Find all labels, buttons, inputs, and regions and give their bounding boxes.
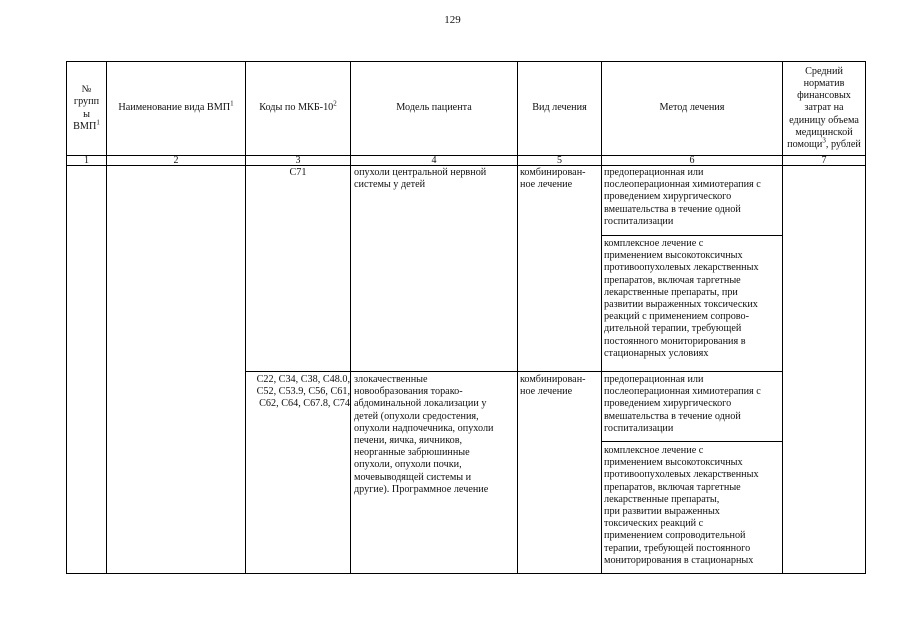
column-number-4: 4 (431, 155, 437, 166)
column-number-2: 2 (173, 155, 179, 166)
row2-treatment-type: комбинирован- ное лечение (520, 374, 586, 398)
table-bottom-border (66, 573, 866, 574)
row2-patient-model: злокачественные новообразования торако- абдоминальной локализации у детей (опухоли средостения, опухоли надпочечника, опухоли печени, яичка, яичников, неорганные забрюшинные опухоли, опухоли почки, мочевыводящей системы и другие). Программное лечение (354, 374, 494, 495)
row1-bottom-border (245, 371, 782, 372)
page-number: 129 (444, 14, 461, 26)
column-number-3: 3 (295, 155, 301, 166)
row1-method-1: предоперационная или послеоперационная химиотерапия с проведением хирургического вмешательства в течение одной госпитализации (604, 167, 761, 227)
header-patient-model: Модель пациента (396, 102, 472, 114)
column-number-5: 5 (557, 155, 562, 166)
col-border-7 (865, 61, 866, 574)
row2-method-1: предоперационная или послеоперационная химиотерапия с проведением хирургического вмешательства в течение одной госпитализации (604, 374, 761, 434)
row1-patient-model: опухоли центральной нервной системы у детей (354, 167, 487, 191)
header-treatment-type: Вид лечения (532, 102, 587, 114)
column-number-7: 7 (821, 155, 827, 166)
header-group-number: № групп ы ВМП$^1$ (73, 84, 100, 132)
row2-icd-codes: C22, C34, C38, C48.0, C52, C53.9, C56, C61, C62, C64, C67.8, C74 (256, 374, 350, 410)
column-number-1: 1 (84, 155, 89, 166)
row2-method-2: комплексное лечение с применением высокотоксичных противоопухолевых лекарственных препаратов, включая таргетные лекарственные препараты, при развитии выраженных токсических реакций с применением сопроводительной терапии, требующей постоянного мониторирования в стационарных (604, 445, 759, 566)
row1-icd-codes: C71 (289, 167, 307, 178)
method-divider-1 (601, 235, 782, 236)
header-cost-standard: Средний норматив финансовых затрат на единицу объема медицинской помощи$^3$, рублей (787, 65, 861, 150)
row1-treatment-type: комбинирован- ное лечение (520, 167, 586, 191)
column-number-6: 6 (689, 155, 695, 166)
header-treatment-method: Метод лечения (659, 102, 725, 114)
header-icd-codes: Коды по МКБ-$10^2$ (259, 100, 337, 114)
header-vmp-name: Наименование вида ВМП$^1$ (118, 100, 234, 114)
method-divider-2 (601, 441, 782, 442)
row1-method-2: комплексное лечение с применением высокотоксичных противоопухолевых лекарственных препаратов, включая таргетные лекарственные препараты, при развитии выраженных токсических реакций с применением сопрово- дительной терапии, требующей постоянного мониторирования в стационарных условиях (604, 238, 759, 359)
